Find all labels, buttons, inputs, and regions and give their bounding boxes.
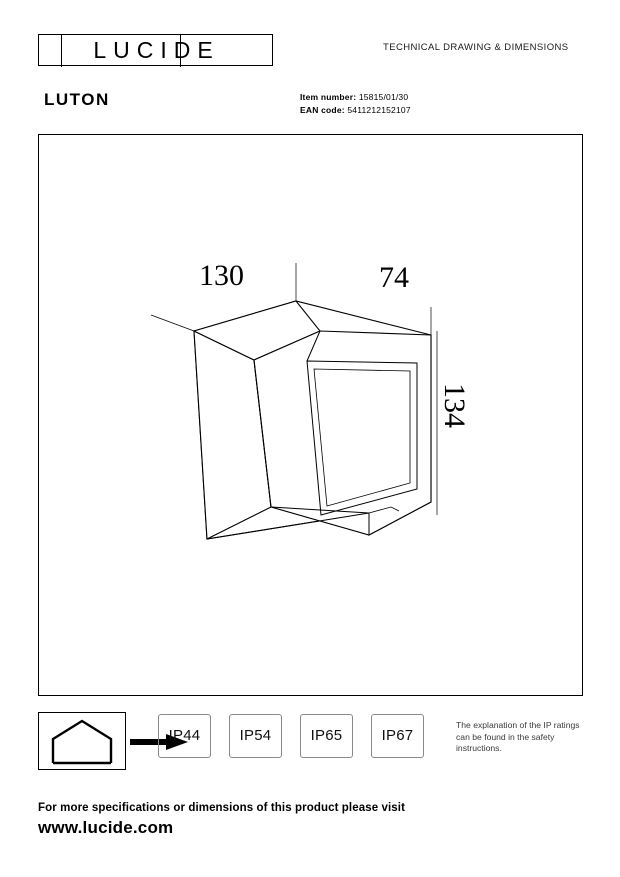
ip-rating-note: The explanation of the IP ratings can be found in the safety instructions.: [456, 720, 580, 753]
ip-rating-section: [38, 712, 584, 774]
item-number-value: 15815/01/30: [358, 92, 409, 102]
page-title: LUTON: [44, 90, 110, 109]
ip-badge-ip54[interactable]: IP54: [229, 714, 282, 758]
ip-badge-ip44[interactable]: IP44: [158, 714, 211, 758]
footer-website-link[interactable]: www.lucide.com: [38, 818, 174, 837]
technical-drawing: [39, 135, 582, 695]
outdoor-use-icon-box: [38, 712, 126, 770]
dimension-height-right: 134: [438, 383, 471, 428]
lamp-glass-panel-inner: [314, 369, 410, 506]
lucide-logo: [38, 34, 273, 66]
item-number-label: Item number:: [300, 92, 357, 102]
dimension-width-left: 130: [199, 259, 244, 292]
house-icon: [39, 713, 125, 769]
ean-code-value: 5411212152107: [347, 105, 411, 115]
technical-drawing-frame: [38, 134, 583, 696]
ean-code-label: EAN code:: [300, 105, 345, 115]
product-codes: [300, 91, 411, 117]
ean-code-line: [300, 104, 411, 117]
dimension-width-right: 74: [379, 261, 409, 294]
item-number-line: [300, 91, 411, 104]
ip-badge-ip67[interactable]: IP67: [371, 714, 424, 758]
logo-text: LUCIDE: [93, 37, 220, 63]
ip-badge-ip65[interactable]: IP65: [300, 714, 353, 758]
document-header: [38, 34, 584, 68]
footer-text: For more specifications or dimensions of this product please visit: [38, 802, 406, 814]
header-subtitle: TECHNICAL DRAWING & DIMENSIONS: [383, 42, 569, 53]
